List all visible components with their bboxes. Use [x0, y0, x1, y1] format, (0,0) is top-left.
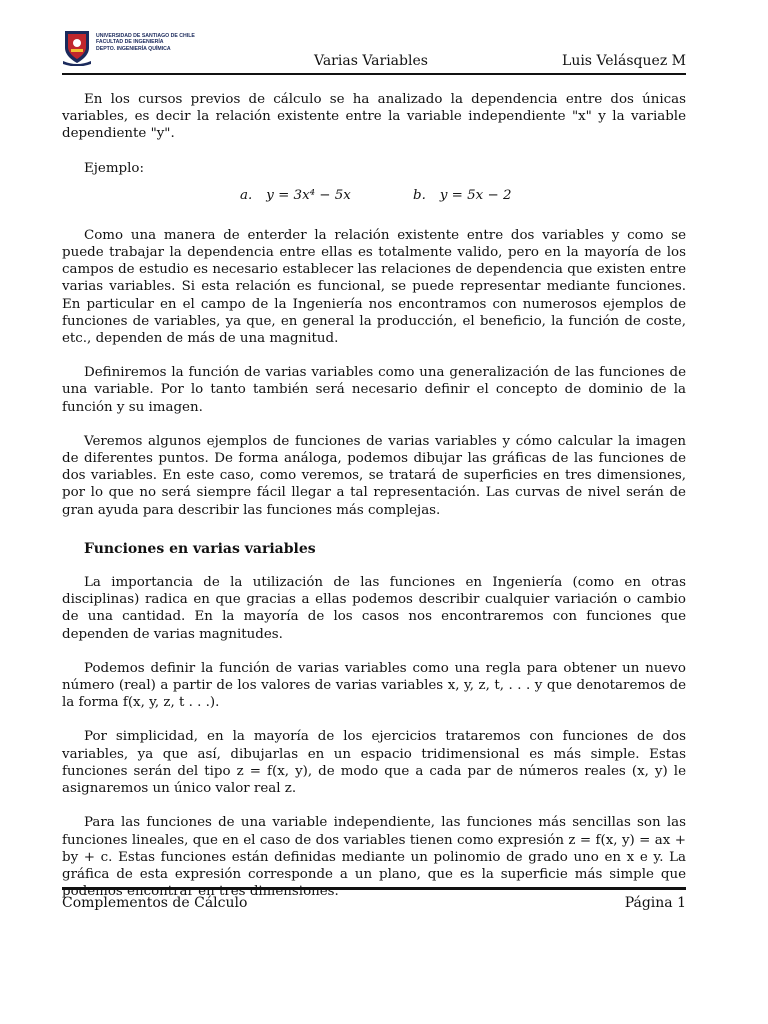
document-body [62, 91, 686, 917]
paragraph: Definiremos la función de varias variables como una generalización de las funciones de una variable. Por lo tanto también será necesario definir el concepto de dominio de la función y su imagen. [62, 365, 686, 415]
university-logo [62, 28, 202, 68]
logo-line: UNIVERSIDAD DE SANTIAGO DE CHILE [96, 33, 195, 39]
shield-icon [62, 28, 92, 66]
logo-line: FACULTAD DE INGENIERÍA [96, 39, 164, 46]
header-title: Varias Variables [314, 53, 428, 69]
equation: y = 5x − 2 [439, 187, 512, 203]
paragraph: Como una manera de enterder la relación existente entre dos variables y como se puede trabajar la dependencia entre ellas es totalmente valido, pero en la mayoría de los campos de estudio es necesario establecer las relaciones de dependencia que existen entre varias variables. Si esta relación es funcional, se puede representar mediante funciones. En particular en el campo de la Ingeniería nos encontramos con numerosos ejemplos de funciones de variables, ya que, en general la producción, el beneficio, la función de coste, etc., dependen de más de una magnitud. [62, 227, 686, 347]
equation-b [413, 187, 511, 204]
header-author: Luis Velásquez M [562, 53, 686, 69]
example-equations [62, 187, 686, 207]
footer-course: Complementos de Cálculo [62, 895, 248, 911]
logo-text [96, 33, 195, 52]
section-title: Funciones en varias variables [84, 540, 316, 557]
logo-line: DEPTO. INGENIERÍA QUÍMICA [96, 45, 171, 52]
paragraph: Veremos algunos ejemplos de funciones de varias variables y cómo calcular la imagen de diferentes puntos. De forma análoga, podemos dibujar las gráficas de las funciones de dos variables. En este caso, como veremos, se tratará de superficies en tres dimensiones, por lo que no será siempre fácil llegar a tal representación. Las curvas de nivel serán de gran ayuda para describir las funciones más complejas. [62, 433, 686, 518]
paragraph: Para las funciones de una variable independiente, las funciones más sencillas son las funciones lineales, que en el caso de dos variables tienen como expresión z = f(x, y) = ax + by + c. Estas funciones están definidas mediante un polinomio de grado uno en x e y. La gráfica de esta expresión corresponde a un plano, que es la superficie más simple que podemos encontrar en tres dimensiones. [62, 815, 686, 900]
equation-a [240, 187, 351, 204]
paragraph: En los cursos previos de cálculo se ha analizado la dependencia entre dos únicas variables, es decir la relación existente entre la variable independiente "x" y la variable dependiente "y". [62, 92, 686, 142]
page-header [62, 26, 686, 76]
equation: y = 3x⁴ − 5x [266, 187, 351, 203]
paragraph: Por simplicidad, en la mayoría de los ejercicios trataremos con funciones de dos variables, ya que así, dibujarlas en un espacio tridimensional es más simple. Estas funciones serán del tipo z = f(x, y), de modo que a cada par de números reales (x, y) le asignaremos un único valor real z. [62, 729, 686, 797]
paragraph: Podemos definir la función de varias variables como una regla para obtener un nuevo número (real) a partir de los valores de varias variables x, y, z, t, . . . y que denotaremos de la forma f(x, y, z, t . . .). [62, 660, 686, 711]
footer-divider [62, 887, 686, 890]
paragraph: Ejemplo: [84, 160, 144, 176]
page-number: Página 1 [624, 895, 686, 911]
header-divider [62, 73, 686, 75]
equation-label: b. [413, 187, 426, 203]
paragraph: La importancia de la utilización de las funciones en Ingeniería (como en otras disciplinas) radica en que gracias a ellas podemos describir cualquier variación o cambio de una cantidad. En la mayoría de los casos nos encontraremos con funciones que dependen de varias magnitudes. [62, 575, 686, 642]
equation-label: a. [240, 187, 253, 203]
